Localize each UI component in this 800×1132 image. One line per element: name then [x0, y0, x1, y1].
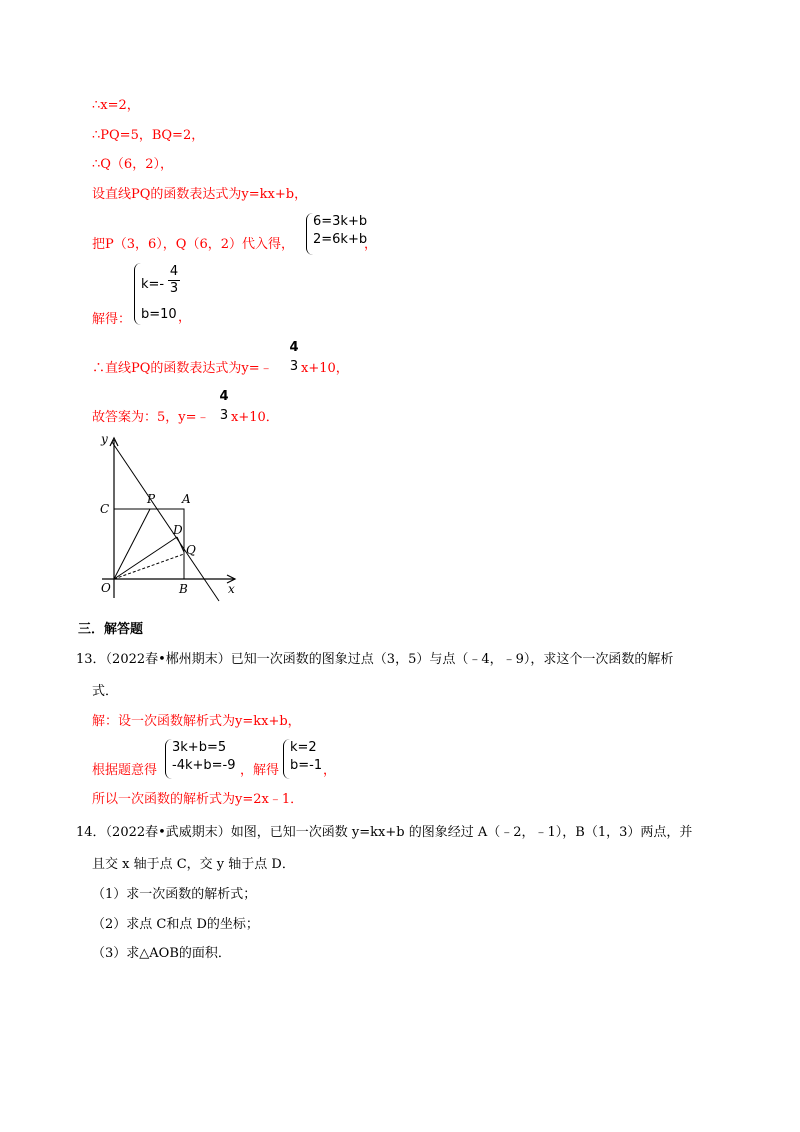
q14-subquestion-2: （2）求点 C和点 D的坐标；: [92, 917, 259, 932]
section-title: 三．解答题: [78, 622, 144, 637]
fraction-four-thirds: [217, 389, 231, 424]
punctuation: ，: [178, 310, 192, 325]
q14-text-line1: 14．（2022春•武威期末）如图，已知一次函数 y=kx+b 的图象经过 A（﹣2，﹣1），B（1，3）两点，并: [76, 825, 693, 840]
punctuation: ，: [323, 763, 337, 778]
answer-line: 故答案为：5，y=﹣: [92, 410, 210, 425]
segment-dq: [177, 537, 184, 552]
label-c: C: [100, 502, 110, 516]
label-x: x: [228, 582, 235, 596]
solution-line-x: ∴x=2，: [92, 98, 140, 113]
q14-subquestion-3: （3）求△AOB的面积．: [92, 946, 231, 961]
q13-equation-system: [172, 739, 236, 775]
system-brace: [283, 739, 290, 779]
equation: -4k+b=-9: [172, 758, 236, 773]
q13-solution-system: [290, 739, 322, 775]
solution-b: b=10: [141, 307, 177, 322]
equation: 6=3k+b: [313, 214, 368, 229]
q13-solution-line1: 解：设一次函数解析式为y=kx+b，: [92, 714, 301, 729]
equation: b=-1: [290, 758, 323, 773]
fraction-four-thirds: [287, 340, 301, 375]
system-brace: [134, 263, 141, 325]
line-pq: [112, 442, 219, 601]
denominator: 3: [219, 408, 229, 423]
equation-system-1: [313, 213, 367, 249]
label-d: D: [173, 523, 183, 537]
q13-text-line2: 式．: [92, 684, 119, 699]
denominator: 3: [289, 359, 299, 374]
equation: k=2: [290, 740, 317, 755]
solution-function-tail: x+10，: [301, 361, 349, 376]
solution-line-substitute: 把P（3，6），Q（6，2）代入得，: [92, 237, 294, 252]
solution-line-pq-bq: ∴PQ=5，BQ=2，: [92, 128, 205, 143]
label-b: B: [179, 582, 188, 596]
numerator: 4: [289, 340, 299, 355]
geometry-figure: [80, 430, 250, 605]
fraction-four-thirds: [167, 264, 181, 297]
segment-od: [114, 537, 177, 579]
solution-line-setup: 设直线PQ的函数表达式为y=kx+b，: [92, 187, 308, 202]
solution-k: k=-: [141, 277, 165, 292]
label-y: y: [101, 432, 108, 446]
numerator: 4: [169, 264, 179, 279]
q14-text-line2: 且交 x 轴于点 C，交 y 轴于点 D．: [92, 857, 295, 872]
rectangle-oabc: [114, 509, 184, 579]
solution-line-function: ∴直线PQ的函数表达式为y=﹣: [92, 361, 273, 376]
q13-solution-line2: 根据题意得: [92, 763, 158, 778]
q13-solve-word: ，解得: [240, 763, 280, 778]
system-brace: [306, 213, 313, 255]
q13-text-line1: 13．（2022春•郴州期末）已知一次函数的图象过点（3，5）与点（﹣4，﹣9），求这个一次函数的解析: [76, 652, 674, 667]
denominator: 3: [169, 281, 179, 296]
punctuation: ，: [364, 237, 378, 252]
q14-subquestion-1: （1）求一次函数的解析式；: [92, 887, 257, 902]
numerator: 4: [219, 389, 229, 404]
system-brace: [165, 739, 172, 779]
equation: 3k+b=5: [172, 740, 227, 755]
answer-tail: x+10．: [231, 410, 279, 425]
q13-solution-line3: 所以一次函数的解析式为y=2x﹣1．: [92, 792, 304, 807]
equation: 2=6k+b: [313, 232, 368, 247]
solution-line-solve: 解得：: [92, 312, 132, 327]
label-o: O: [101, 581, 111, 595]
label-q: Q: [186, 543, 196, 557]
label-a: A: [182, 492, 191, 506]
solution-line-q: ∴Q（6，2），: [92, 157, 173, 172]
label-p: P: [147, 492, 156, 506]
